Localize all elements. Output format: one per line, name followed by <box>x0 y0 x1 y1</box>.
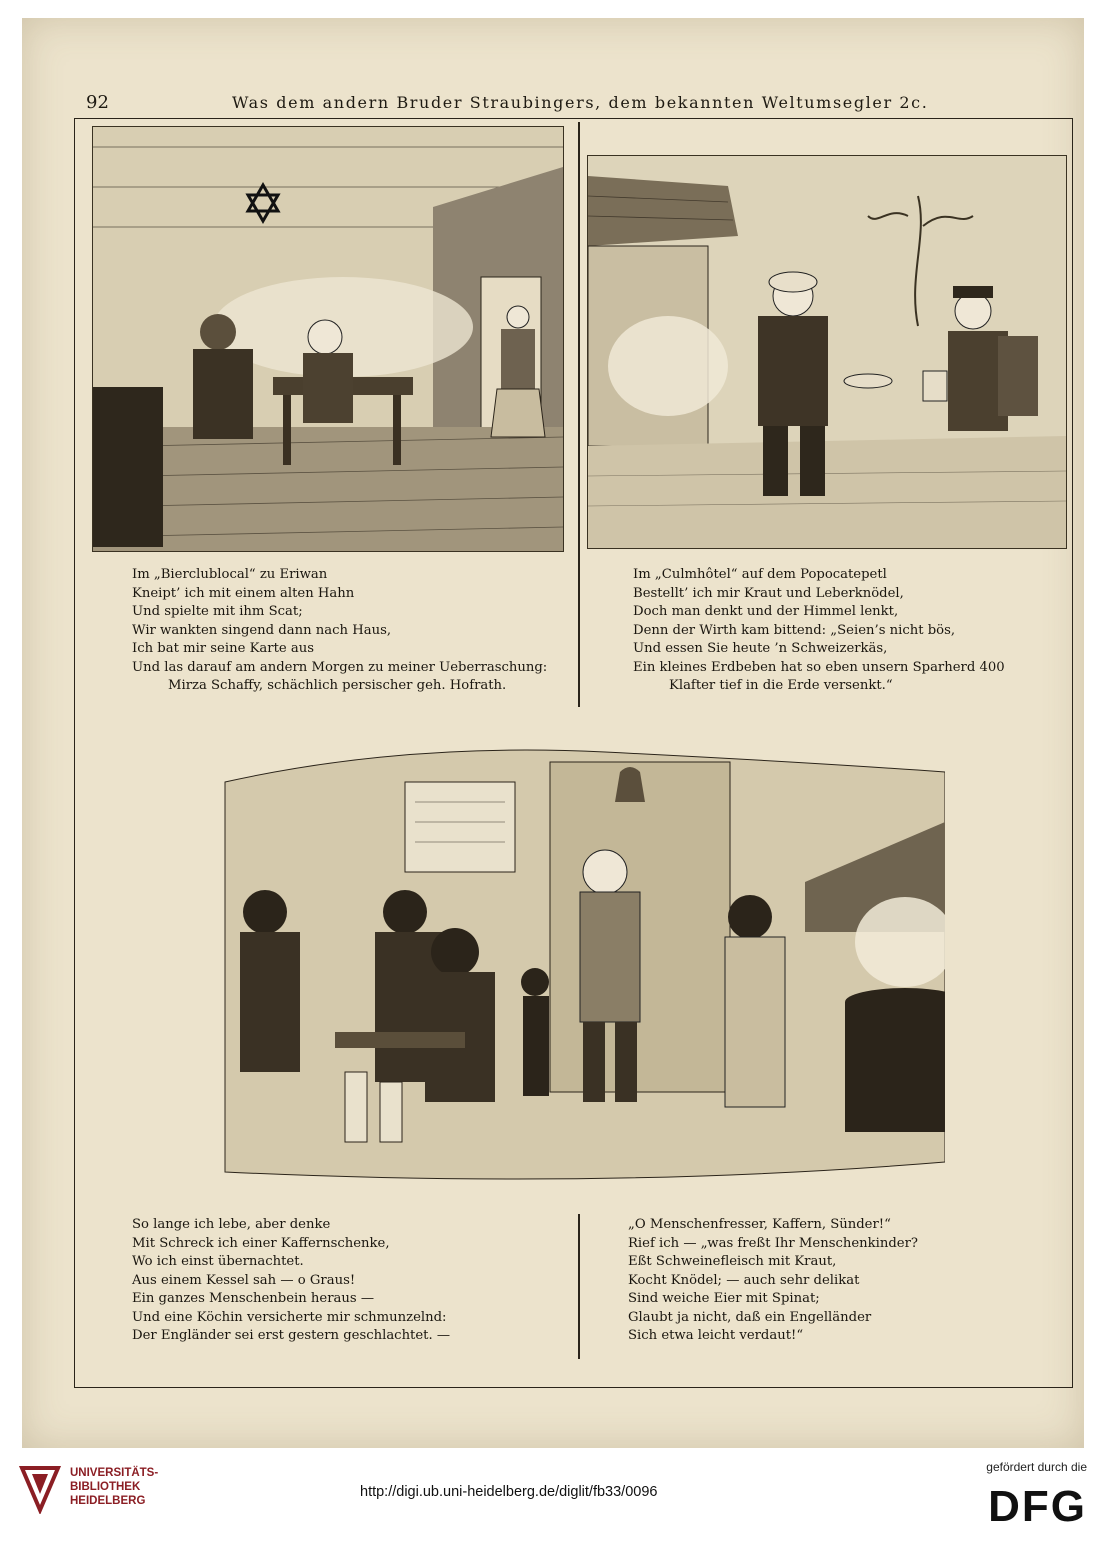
sponsor-label: gefördert durch die <box>986 1460 1087 1474</box>
caption-line: Kneipt’ ich mit einem alten Hahn <box>132 585 355 601</box>
caption-line: Und spielte mit ihm Scat; <box>132 604 303 619</box>
column-divider-bottom <box>578 1214 580 1359</box>
caption-line: Mit Schreck ich einer Kaffernschenke, <box>132 1235 390 1251</box>
caption-line: Sich etwa leicht verdaut!“ <box>628 1328 804 1343</box>
caption-line: Der Engländer sei erst gestern geschlachtet. — <box>132 1328 451 1343</box>
caption-line: Doch man denkt und der Himmel lenkt, <box>633 604 899 619</box>
caption-line: Ein kleines Erdbeben hat so eben unsern Sparherd 400 <box>633 659 1005 675</box>
caption-line: Glaubt ja nicht, daß ein Engelländer <box>628 1309 872 1325</box>
page-number: 92 <box>86 92 109 113</box>
caption-line: Wo ich einst übernachtet. <box>132 1254 304 1269</box>
caption-line: Im „Culmhôtel“ auf dem Popocatepetl <box>633 567 887 582</box>
caption-line: Eßt Schweinefleisch mit Kraut, <box>628 1254 837 1269</box>
illustration-culmhotel-popocatepetl <box>587 155 1067 549</box>
caption-line: Klafter tief in die Erde versenkt.“ <box>669 678 893 693</box>
caption-bottom-right <box>628 1216 918 1346</box>
library-name-line: BIBLIOTHEK <box>70 1481 141 1493</box>
caption-line: Ein ganzes Menschenbein heraus — <box>132 1291 375 1306</box>
illustration-bierclub-tavern <box>92 126 564 552</box>
caption-line: Und eine Köchin versicherte mir schmunzelnd: <box>132 1309 447 1325</box>
caption-line: „O Menschenfresser, Kaffern, Sünder!“ <box>628 1217 891 1232</box>
caption-line: Aus einem Kessel sah — o Graus! <box>132 1272 356 1288</box>
caption-line: Und las darauf am andern Morgen zu meiner Ueberraschung: <box>132 659 548 675</box>
caption-line: Rief ich — „was freßt Ihr Menschenkinder? <box>628 1235 918 1251</box>
running-title: Was dem andern Bruder Straubingers, dem bekannten Weltumsegler 2c. <box>232 93 929 112</box>
dfg-logo[interactable]: DFG <box>988 1482 1087 1531</box>
caption-top-right <box>633 566 1005 696</box>
caption-line: Im „Bierclublocal“ zu Eriwan <box>132 567 328 582</box>
caption-line: Kocht Knödel; — auch sehr delikat <box>628 1272 860 1288</box>
library-name-line: UNIVERSITÄTS- <box>70 1467 159 1479</box>
caption-line: So lange ich lebe, aber denke <box>132 1217 331 1232</box>
caption-line: Denn der Wirth kam bittend: „Seien’s nicht bös, <box>633 622 956 638</box>
library-name-line: HEIDELBERG <box>70 1495 146 1507</box>
caption-line: Ich bat mir seine Karte aus <box>132 641 315 656</box>
illustration-kaffernschenke <box>205 742 945 1190</box>
caption-line: Sind weiche Eier mit Spinat; <box>628 1291 820 1306</box>
caption-bottom-left <box>132 1216 450 1346</box>
viewer-footer <box>0 1452 1107 1541</box>
caption-top-left <box>132 566 547 696</box>
library-logo-text[interactable] <box>70 1466 158 1508</box>
permalink-url[interactable]: http://digi.ub.uni-heidelberg.de/diglit/fb33/0096 <box>360 1484 658 1500</box>
page-header <box>0 92 1107 118</box>
caption-line: Und essen Sie heute ’n Schweizerkäs, <box>633 641 888 656</box>
caption-line: Wir wankten singend dann nach Haus, <box>132 622 392 638</box>
caption-line: Mirza Schaffy, schächlich persischer geh. Hofrath. <box>168 678 507 693</box>
column-divider-top <box>578 122 580 707</box>
caption-line: Bestellt’ ich mir Kraut und Leberknödel, <box>633 585 904 601</box>
university-logo-icon <box>18 1464 62 1514</box>
